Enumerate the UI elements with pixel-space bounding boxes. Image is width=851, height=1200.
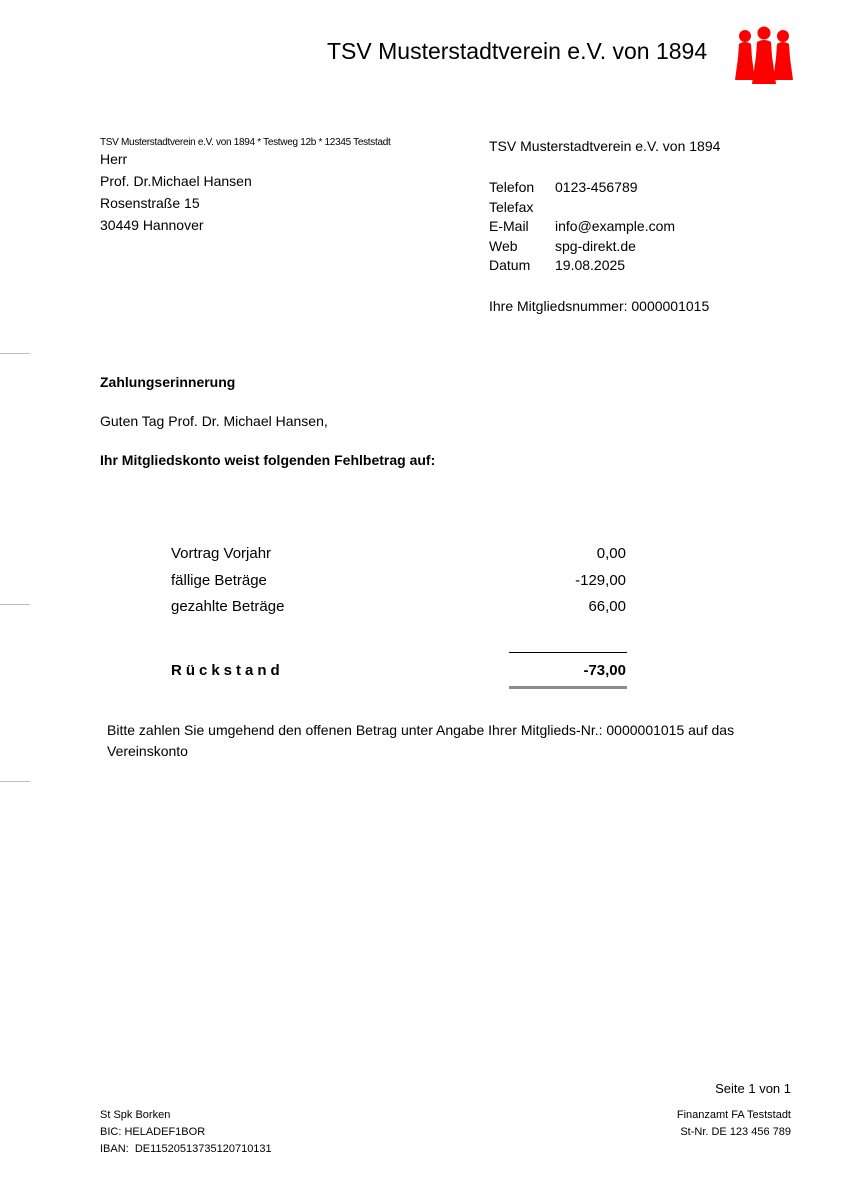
contact-row-phone [489,178,675,198]
fold-mark-top [0,353,30,354]
contact-row-date [489,256,675,276]
total-value: -73,00 [583,662,626,679]
member-number: Ihre Mitgliedsnummer: 0000001015 [489,298,710,314]
contact-block [489,178,675,276]
recipient-salutation: Herr [100,151,128,167]
bank-iban: IBAN: DE11520513735120710131 [100,1143,272,1155]
tax-office: Finanzamt FA Teststadt [676,1109,791,1121]
recipient-street: Rosenstraße 15 [100,195,200,211]
total-double-rule [509,686,627,689]
balance-label: gezahlte Beträge [171,598,285,615]
recipient-name: Prof. Dr.Michael Hansen [100,173,252,189]
sum-rule [509,652,627,653]
letter-intro: Ihr Mitgliedskonto weist folgenden Fehlbetrag auf: [100,452,436,468]
club-name: TSV Musterstadtverein e.V. von 1894 [489,138,721,154]
fold-mark-bottom [0,781,30,782]
balance-label: fällige Beträge [171,572,267,589]
contact-value: spg-direkt.de [555,237,636,254]
sender-return-line: TSV Musterstadtverein e.V. von 1894 * Testweg 12b * 12345 Teststadt [100,137,391,148]
contact-row-web [489,237,675,257]
contact-row-email [489,217,675,237]
contact-value: info@example.com [555,218,676,234]
contact-value: 19.08.2025 [555,257,626,273]
contact-label: E-Mail [489,218,529,234]
balance-value: 66,00 [588,598,626,615]
club-logo-icon [732,26,796,86]
recipient-city: 30449 Hannover [100,217,204,233]
contact-label: Datum [489,257,531,273]
letter-subject: Zahlungserinnerung [100,374,236,390]
contact-value: 0123-456789 [555,179,638,195]
page-number: Seite 1 von 1 [715,1081,791,1096]
contact-label: Telefax [489,198,534,215]
balance-value: -129,00 [575,572,626,589]
letter-greeting: Guten Tag Prof. Dr. Michael Hansen, [100,413,328,429]
contact-row-fax [489,198,675,218]
bank-bic: BIC: HELADEF1BOR [100,1126,206,1138]
footer-tax-details [677,1107,791,1141]
total-label: Rückstand [171,662,284,679]
contact-label: Web [489,237,518,254]
tax-number: St-Nr. DE 123 456 789 [680,1126,791,1138]
balance-value: 0,00 [596,545,626,562]
bank-name: St Spk Borken [100,1109,171,1121]
payment-instruction: Bitte zahlen Sie umgehend den offenen Betrag unter Angabe Ihrer Mitglieds-Nr.: 0000001015 auf das Vereinskonto [107,722,735,759]
footer-bank-details [100,1107,272,1158]
balance-label: Vortrag Vorjahr [171,545,272,562]
contact-label: Telefon [489,179,535,195]
letterhead-title: TSV Musterstadtverein e.V. von 1894 [327,38,708,64]
fold-mark-middle [0,604,30,605]
